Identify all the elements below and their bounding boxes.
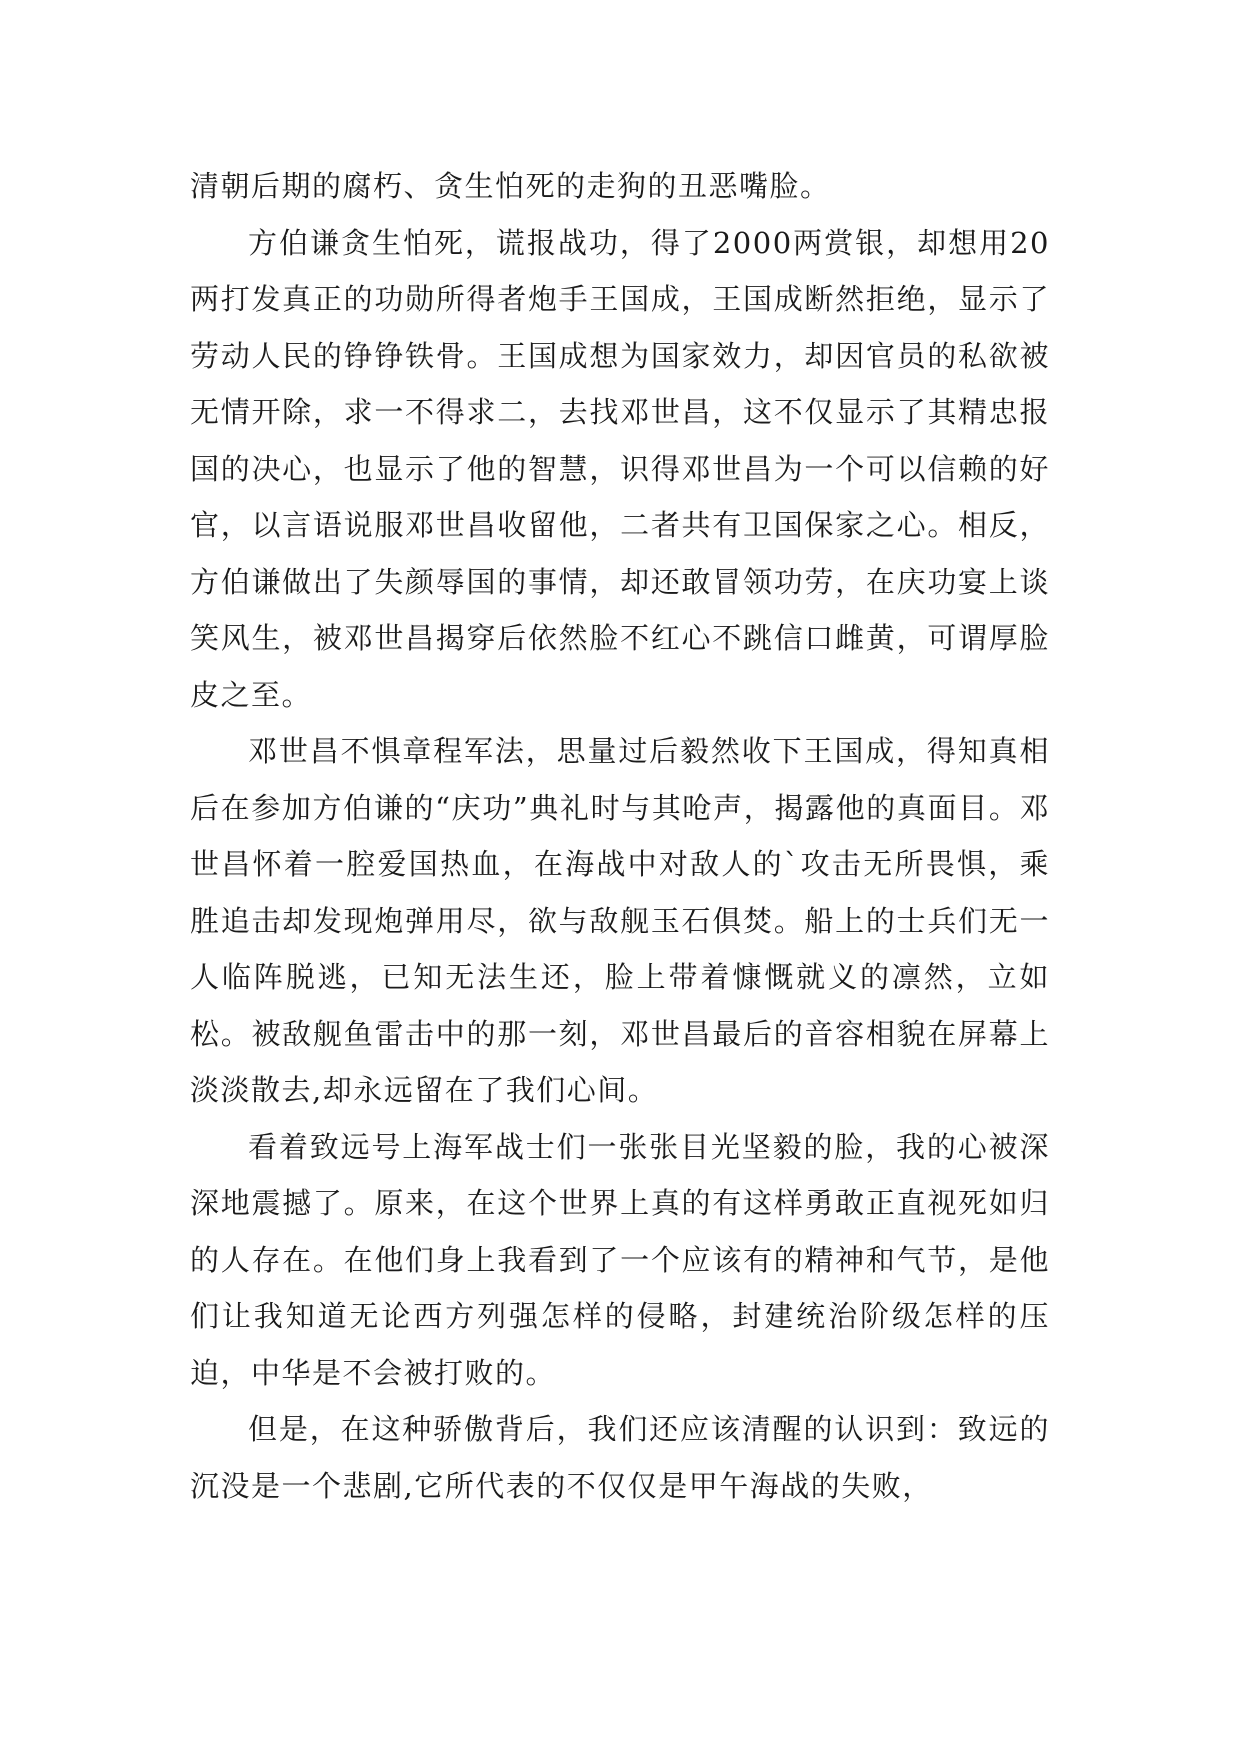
paragraph-deng-shichang: 邓世昌不惧章程军法，思量过后毅然收下王国成，得知真相后在参加方伯谦的“庆功”典礼时与其呛声，揭露他的真面目。邓世昌怀着一腔爱国热血，在海战中对敌人的`攻击无所畏惧，乘胜追击却发现炮弹用尽，欲与敌舰玉石俱焚。船上的士兵们无一人临阵脱逃，已知无法生还，脸上带着慷慨就义的凛然，立如松。被敌舰鱼雷击中的那一刻，邓世昌最后的音容相貌在屏幕上淡淡散去,却永远留在了我们心间。	[190, 734, 1050, 1107]
essay-body	[190, 158, 1050, 1514]
paragraph-fang-boqian: 方伯谦贪生怕死，谎报战功，得了2000两赏银，却想用20两打发真正的功勋所得者炮手王国成，王国成断然拒绝，显示了劳动人民的铮铮铁骨。王国成想为国家效力，却因官员的私欲被无情开除，求一不得求二，去找邓世昌，这不仅显示了其精忠报国的决心，也显示了他的智慧，识得邓世昌为一个可以信赖的好官，以言语说服邓世昌收留他，二者共有卫国保家之心。相反，方伯谦做出了失颜辱国的事情，却还敢冒领功劳，在庆功宴上谈笑风生，被邓世昌揭穿后依然脸不红心不跳信口雌黄，可谓厚脸皮之至。	[190, 225, 1050, 712]
paragraph-continued: 清朝后期的腐朽、贪生怕死的走狗的丑恶嘴脸。	[190, 169, 831, 203]
paragraph-zhiyuan-soldiers: 看着致远号上海军战士们一张张目光坚毅的脸，我的心被深深地震撼了。原来，在这个世界上真的有这样勇敢正直视死如归的人存在。在他们身上我看到了一个应该有的精神和气节，是他们让我知道无论西方列强怎样的侵略，封建统治阶级怎样的压迫，中华是不会被打败的。	[190, 1129, 1050, 1390]
paragraph-reflection: 但是，在这种骄傲背后，我们还应该清醒的认识到：致远的沉没是一个悲剧,它所代表的不仅仅是甲午海战的失败，	[190, 1412, 1050, 1503]
